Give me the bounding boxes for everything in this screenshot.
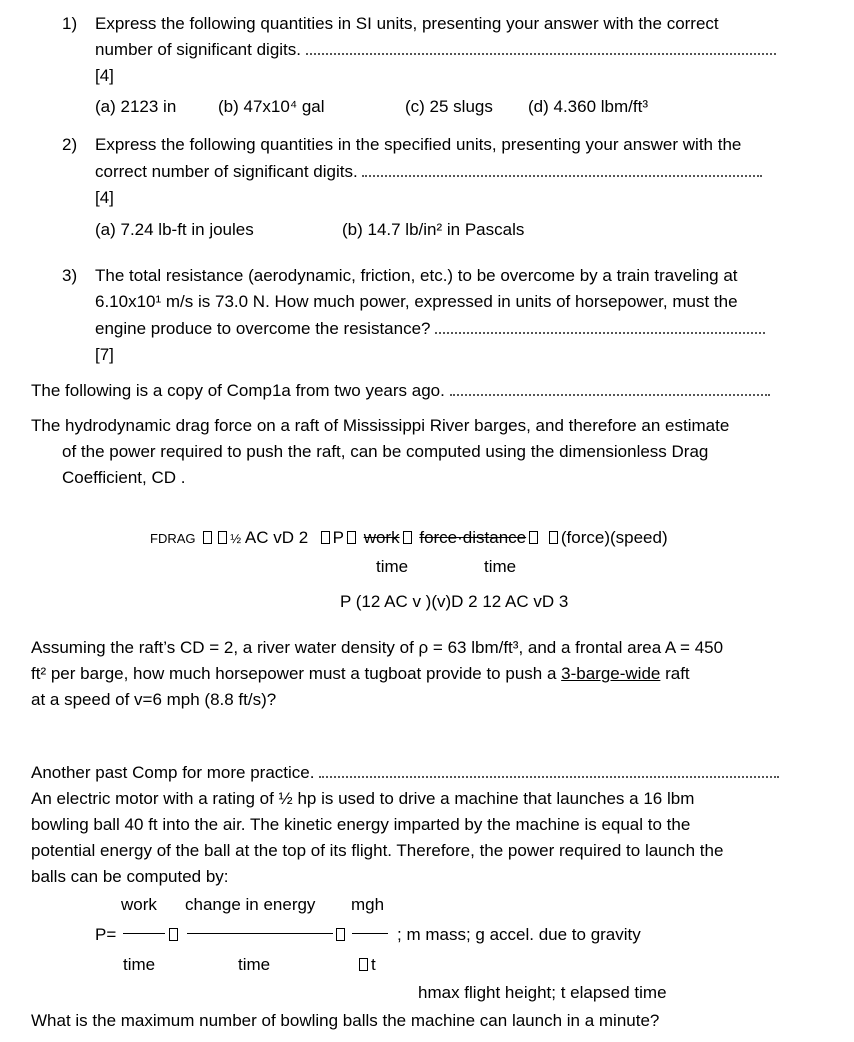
p-equals: P= bbox=[95, 925, 117, 944]
q3-line3: engine produce to overcome the resistance? bbox=[95, 318, 765, 340]
drag-equation-line1: FDRAG ½ AC vD 2 P work force·distance (force)(speed) bbox=[150, 528, 668, 547]
q2-part-a: (a) 7.24 lb-ft in joules bbox=[95, 220, 254, 239]
symbol-box-1 bbox=[169, 928, 178, 941]
comp1a-intro: The following is a copy of Comp1a from two years ago. bbox=[31, 380, 770, 402]
comp2-question: What is the maximum number of bowling balls the machine can launch in a minute? bbox=[31, 1011, 660, 1030]
frac-mgh: mgh bbox=[351, 895, 385, 914]
comp2-intro: Another past Comp for more practice. bbox=[31, 762, 779, 784]
q2-part-b: (b) 14.7 lb/in² in Pascals bbox=[342, 220, 525, 239]
q1-line1: Express the following quantities in SI units, presenting your answer with the correct bbox=[95, 14, 719, 33]
q2-points: [4] bbox=[95, 188, 114, 207]
fraction-bar-1 bbox=[123, 933, 165, 934]
comp2-line3: potential energy of the ball at the top of its flight. Therefore, the power required to launch the bbox=[31, 841, 724, 860]
q1-part-d: (d) 4.360 lbm/ft³ bbox=[528, 97, 648, 116]
q2-line2: correct number of significant digits. bbox=[95, 161, 762, 183]
frac-change-energy: change in energy bbox=[185, 895, 316, 914]
q2-number: 2) bbox=[62, 135, 78, 154]
drag-eq-time1: time bbox=[376, 557, 409, 576]
fraction-bar-3 bbox=[352, 933, 388, 934]
drag-eq-time2: time bbox=[484, 557, 517, 576]
force-speed: (force)(speed) bbox=[560, 528, 668, 547]
comp1a-assume-line3: at a speed of v=6 mph (8.8 ft/s)? bbox=[31, 690, 277, 709]
comp1a-assume-line2: ft² per barge, how much horsepower must a tugboat provide to push a 3-barge-wide raft bbox=[31, 664, 690, 683]
comp1a-assume-line1: Assuming the raft’s CD = 2, a river water density of ρ = 63 lbm/ft³, and a frontal area A = 450 bbox=[31, 638, 724, 657]
frac-time2: time bbox=[238, 955, 271, 974]
q1-part-c: (c) 25 slugs bbox=[405, 97, 493, 116]
q1-number: 1) bbox=[62, 14, 78, 33]
q1-line2: number of significant digits. bbox=[95, 39, 776, 61]
q1-part-a: (a) 2123 in bbox=[95, 97, 177, 116]
symbol-box-2 bbox=[336, 928, 345, 941]
frac-work: work bbox=[121, 895, 157, 914]
frac-time1: time bbox=[123, 955, 156, 974]
power-equation: P (12 AC v )(v)D 2 12 AC vD 3 bbox=[340, 592, 569, 611]
comp2-line1: An electric motor with a rating of ½ hp is used to drive a machine that launches a 16 lbm bbox=[31, 789, 695, 808]
mass-gravity-legend: ; m mass; g accel. due to gravity bbox=[397, 925, 641, 944]
comp1a-para-line1: The hydrodynamic drag force on a raft of Mississippi River barges, and therefore an estimate bbox=[31, 416, 730, 435]
q1-part-b: (b) 47x10⁴ gal bbox=[218, 97, 325, 116]
comp2-line4: balls can be computed by: bbox=[31, 867, 229, 886]
comp1a-para-line2: of the power required to push the raft, can be computed using the dimensionless Drag bbox=[62, 442, 709, 461]
comp2-line2: bowling ball 40 ft into the air. The kinetic energy imparted by the machine is equal to the bbox=[31, 815, 691, 834]
height-time-legend: hmax flight height; t elapsed time bbox=[418, 983, 667, 1002]
q1-points: [4] bbox=[95, 66, 114, 85]
q3-line2: 6.10x10¹ m/s is 73.0 N. How much power, expressed in units of horsepower, must the bbox=[95, 292, 738, 311]
drag-eq-term: AC vD 2 bbox=[244, 528, 309, 547]
q3-line1: The total resistance (aerodynamic, friction, etc.) to be overcome by a train traveling at bbox=[95, 266, 738, 285]
fdrag-symbol: FDRAG bbox=[150, 531, 196, 546]
q3-number: 3) bbox=[62, 266, 78, 285]
work-strikethrough: work bbox=[363, 528, 400, 547]
q3-points: [7] bbox=[95, 345, 114, 364]
q2-line1: Express the following quantities in the specified units, presenting your answer with the bbox=[95, 135, 742, 154]
comp1a-para-line3: Coefficient, CD . bbox=[62, 468, 186, 487]
force-distance-strikethrough: force·distance bbox=[419, 528, 527, 547]
fraction-bar-2 bbox=[187, 933, 333, 934]
frac-delta-t: t bbox=[356, 954, 376, 976]
power-symbol: P bbox=[332, 528, 344, 547]
